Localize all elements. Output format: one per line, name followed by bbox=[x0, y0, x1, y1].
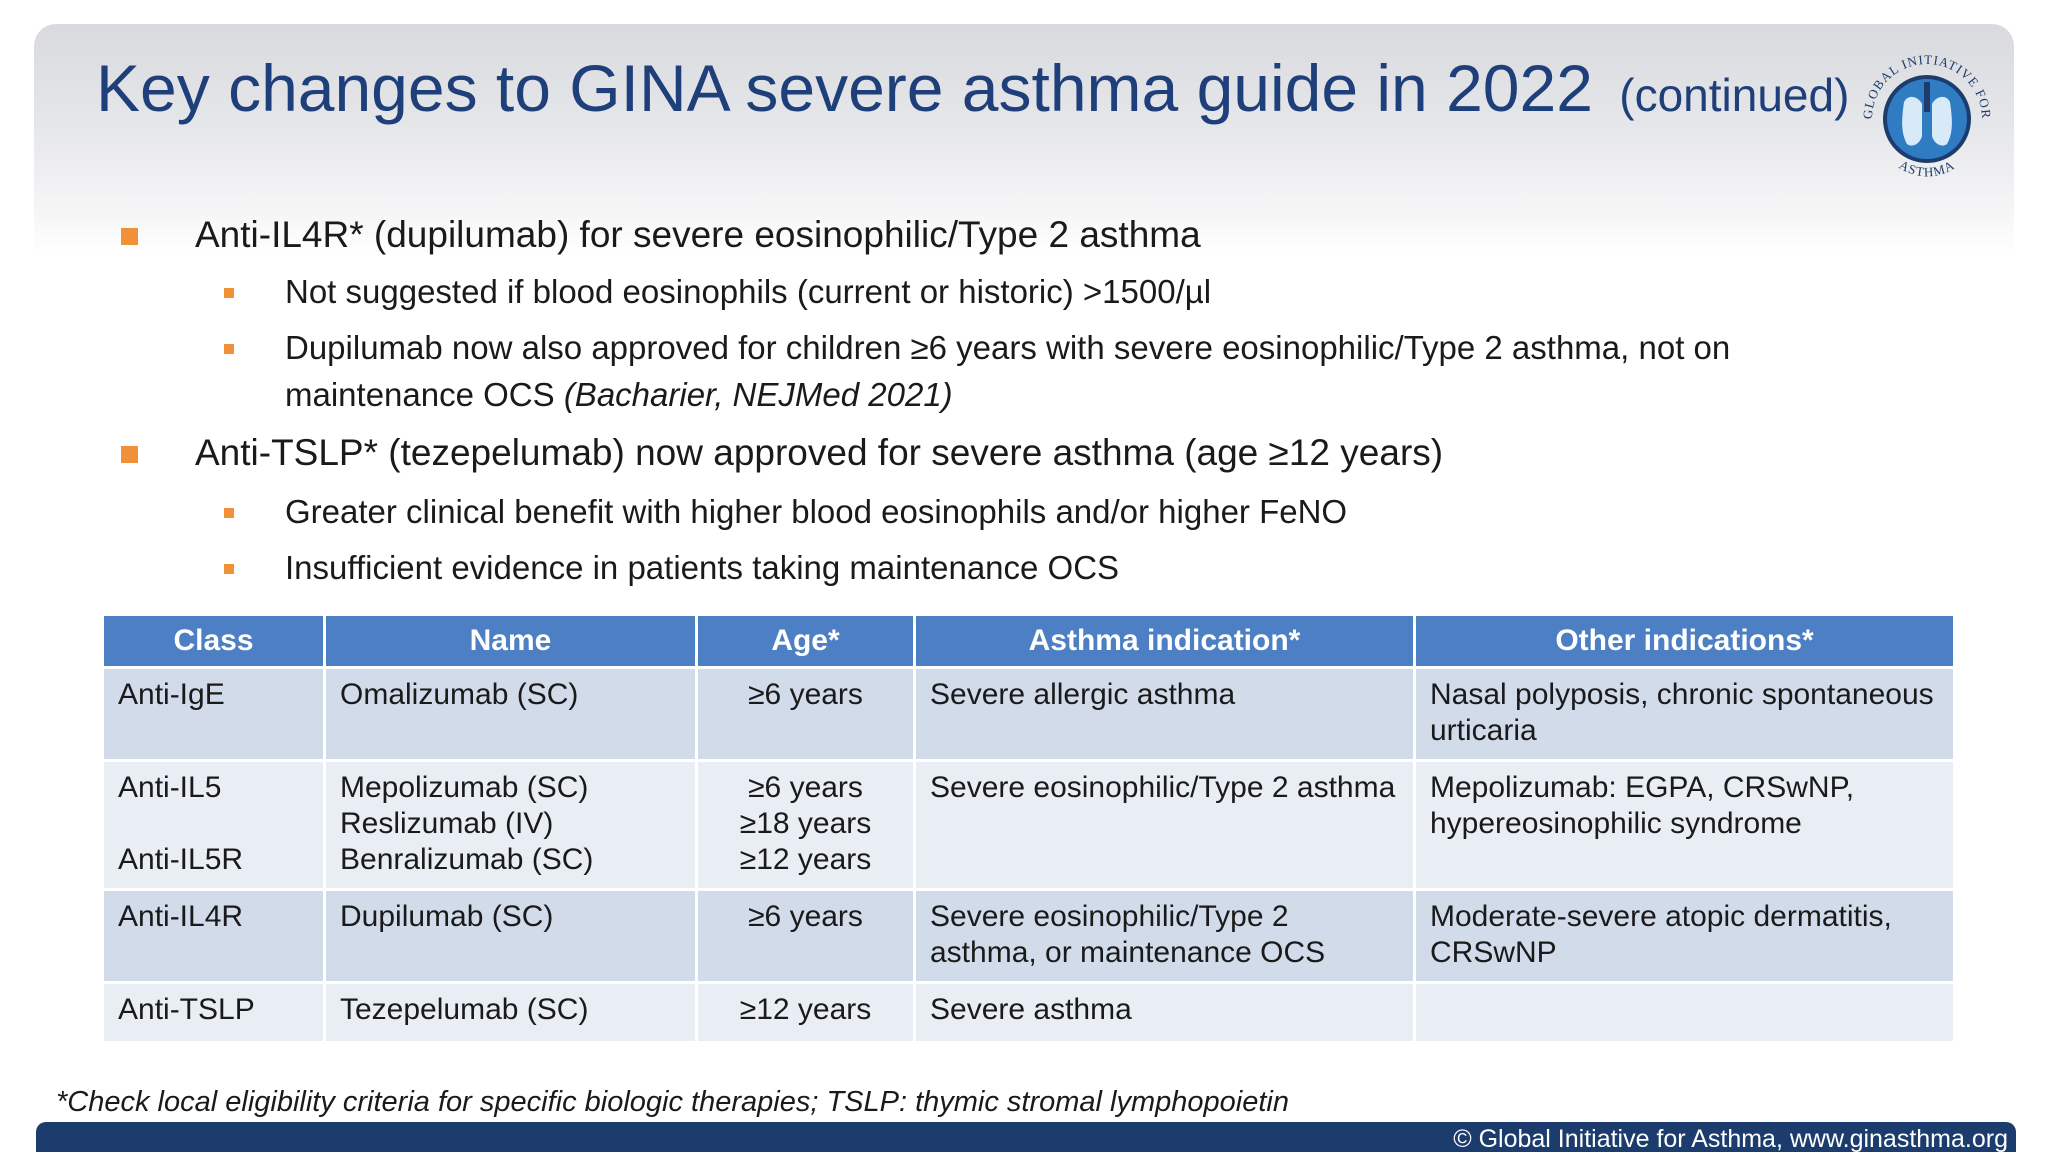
sub-bullet-item: Not suggested if blood eosinophils (current or historic) >1500/µl bbox=[285, 273, 1212, 310]
bullet-square-icon bbox=[121, 446, 138, 463]
column-header-name: Name bbox=[325, 615, 697, 668]
cell-class: Anti-IL5 Anti-IL5R bbox=[103, 761, 325, 890]
cell-name: Mepolizumab (SC) Reslizumab (IV) Benralizumab (SC) bbox=[325, 761, 697, 890]
cell-other-indications: Mepolizumab: EGPA, CRSwNP, hypereosinophilic syndrome bbox=[1415, 761, 1955, 890]
column-header-asthma-indication: Asthma indication* bbox=[915, 615, 1415, 668]
cell-age: ≥6 years ≥18 years ≥12 years bbox=[697, 761, 915, 890]
sub-bullet-item: Insufficient evidence in patients taking maintenance OCS bbox=[285, 549, 1120, 586]
citation: (Bacharier, NEJMed 2021) bbox=[563, 376, 953, 413]
sub-bullet-text: Dupilumab now also approved for children ≥6 years with severe eosinophilic/Type 2 asthma, not on maintenance OCS bbox=[285, 329, 1731, 413]
logo-text-top: GLOBAL INITIATIVE FOR bbox=[1859, 51, 1995, 120]
cell-asthma-indication: Severe eosinophilic/Type 2 asthma bbox=[915, 761, 1415, 890]
cell-class: Anti-IL4R bbox=[103, 890, 325, 983]
gina-logo-icon bbox=[1852, 44, 2002, 194]
bullet-square-icon bbox=[224, 564, 234, 574]
bullet-square-icon bbox=[224, 344, 234, 354]
cell-age: ≥6 years bbox=[697, 668, 915, 761]
cell-class: Anti-IgE bbox=[103, 668, 325, 761]
table-row bbox=[103, 668, 1955, 761]
table-row bbox=[103, 890, 1955, 983]
cell-name: Tezepelumab (SC) bbox=[325, 983, 697, 1043]
table-header-row bbox=[103, 615, 1955, 668]
column-header-age: Age* bbox=[697, 615, 915, 668]
footnote: *Check local eligibility criteria for specific biologic therapies; TSLP: thymic stromal lymphopoietin bbox=[56, 1086, 1289, 1118]
cell-name: Dupilumab (SC) bbox=[325, 890, 697, 983]
sub-bullet-item bbox=[285, 324, 1845, 418]
cell-name: Omalizumab (SC) bbox=[325, 668, 697, 761]
table-row bbox=[103, 761, 1955, 890]
slide-title-text: Key changes to GINA severe asthma guide in 2022 bbox=[96, 51, 1593, 125]
cell-other-indications: Nasal polyposis, chronic spontaneous urticaria bbox=[1415, 668, 1955, 761]
sub-bullet-item: Greater clinical benefit with higher blood eosinophils and/or higher FeNO bbox=[285, 493, 1348, 530]
cell-age: ≥6 years bbox=[697, 890, 915, 983]
bullet-item: Anti-TSLP* (tezepelumab) now approved for severe asthma (age ≥12 years) bbox=[195, 432, 1444, 473]
slide-title bbox=[96, 50, 1850, 126]
cell-other-indications bbox=[1415, 983, 1955, 1043]
cell-class: Anti-TSLP bbox=[103, 983, 325, 1043]
column-header-other-indications: Other indications* bbox=[1415, 615, 1955, 668]
cell-other-indications: Moderate-severe atopic dermatitis, CRSwNP bbox=[1415, 890, 1955, 983]
column-header-class: Class bbox=[103, 615, 325, 668]
cell-asthma-indication: Severe eosinophilic/Type 2 asthma, or maintenance OCS bbox=[915, 890, 1415, 983]
bullet-square-icon bbox=[224, 508, 234, 518]
cell-asthma-indication: Severe allergic asthma bbox=[915, 668, 1415, 761]
cell-asthma-indication: Severe asthma bbox=[915, 983, 1415, 1043]
table-row bbox=[103, 983, 1955, 1043]
cell-age: ≥12 years bbox=[697, 983, 915, 1043]
footer-copyright: © Global Initiative for Asthma, www.ginasthma.org bbox=[1453, 1125, 2008, 1153]
bullet-square-icon bbox=[224, 288, 234, 298]
logo-text-bottom: ASTHMA bbox=[1896, 156, 1958, 180]
slide-title-suffix: (continued) bbox=[1619, 69, 1850, 121]
biologics-table bbox=[101, 613, 1956, 1044]
bullet-item: Anti-IL4R* (dupilumab) for severe eosinophilic/Type 2 asthma bbox=[195, 214, 1201, 255]
bullet-square-icon bbox=[121, 228, 138, 245]
